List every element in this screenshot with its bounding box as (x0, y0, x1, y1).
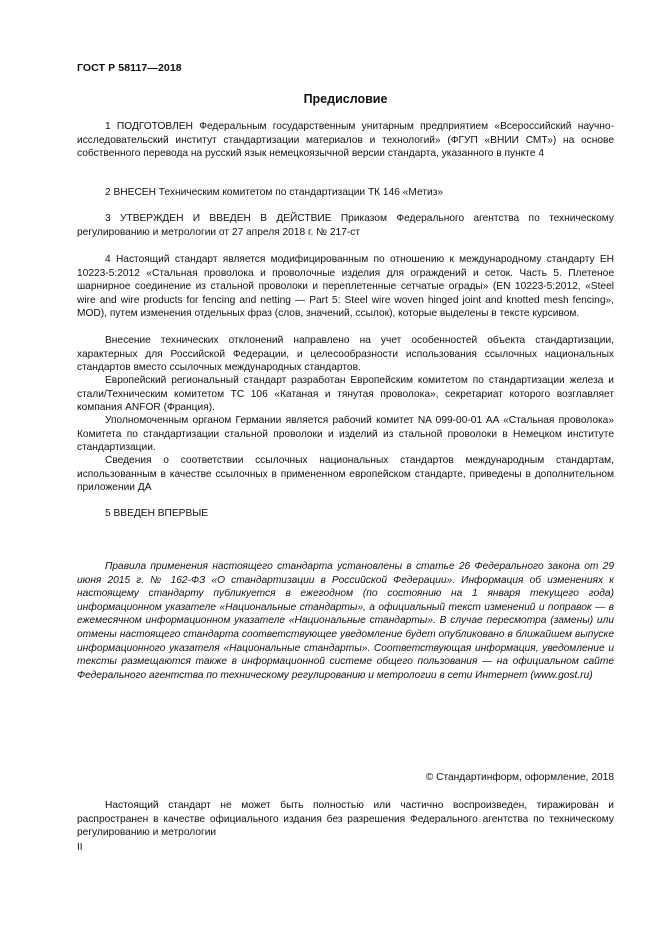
paragraph-modified: 4 Настоящий стандарт является модифицированным по отношению к международному стандарту ЕН 10223-5:2012 «Стальная проволока и проволочные изделия для ограждений и сеток. Часть 5. Плетеное шарнирное соединение из стальной проволоки и переплетенные сетчатые ограды» (EN 10223-5:2012, «Steel wire and wire products for fencing and netting — Part 5: Steel wire woven hinged joint and knotted mesh fencing», MOD), путем изменения отдельных фраз (слов, значений, ссылок), которые выделены в тексте курсивом. (77, 254, 614, 320)
reproduction-paragraph: Настоящий стандарт не может быть полностью или частично воспроизведен, тиражирован и распространен в качестве официального издания без разрешения Федерального агентства по техническому регулированию и метрологии (77, 800, 614, 839)
paragraph-submitted: 2 ВНЕСЕН Техническим комитетом по стандартизации ТК 146 «Метиз» (105, 187, 444, 198)
notice-paragraph: Правила применения настоящего стандарта установлены в статье 26 Федерального закона от 29 июня 2015 г. № 162-ФЗ «О стандартизации в Российской Федерации». Информация об изменениях к настоящему стандарту публикуется в ежегодном (по состоянию на 1 января текущего года) информационном указателе «Национальные стандарты», а официальный текст изменений и поправок — в ежемесячном информационном указателе «Национальные стандарты». В случае пересмотра (замены) или отмены настоящего стандарта соответствующее уведомление будет опубликовано в ближайшем выпуске информационного указателя «Национальные стандарты». Соответствующая информация, уведомление и тексты размещаются также в информационной системе общего пользования — на официальном сайте Федерального агентства по техническому регулированию и метрологии в сети Интернет (www.gost.ru) (77, 561, 614, 681)
copyright-line: © Стандартинформ, оформление, 2018 (425, 772, 614, 783)
paragraph-prepared: 1 ПОДГОТОВЛЕН Федеральным государственным унитарным предприятием «Всероссийский научно-исследовательский институт стандартизации материалов и технологий» (ФГУП «ВНИИ СМТ») на основе собственного перевода на русский язык немецкоязычной версии стандарта, указанного в пункте 4 (77, 121, 614, 160)
page-title: Предисловие (303, 92, 388, 106)
document-header: ГОСТ Р 58117—2018 (77, 62, 182, 74)
paragraph-introduced: 5 ВВЕДЕН ВПЕРВЫЕ (105, 508, 209, 519)
paragraph-approved: 3 УТВЕРЖДЕН И ВВЕДЕН В ДЕЙСТВИЕ Приказом Федерального агентства по техническому регулированию и метрологии от 27 апреля 2018 г. № 217-ст (77, 213, 614, 238)
paragraph-references: Сведения о соответствии ссылочных национальных стандартов международным стандартам, использованным в качестве ссылочных в примененном европейском стандарте, приведены в дополнительном приложении ДА (77, 455, 614, 494)
paragraph-european: Европейский региональный стандарт разработан Европейским комитетом по стандартизации железа и стали/Техническим комитетом ТС 106 «Катаная и тянутая проволока», секретариат которого возглавляет компания ANFOR (Франция). (77, 375, 614, 414)
paragraph-germany: Уполномоченным органом Германии является рабочий комитет NA 099-00-01 AA «Стальная проволока» Комитета по стандартизации стальной проволоки и изделий из стальной проволоки в Немецком институте стандартизации. (77, 415, 614, 454)
paragraph-deviations: Внесение технических отклонений направлено на учет особенностей объекта стандартизации, характерных для Российской Федерации, и целесообразности использования ссылочных национальных стандартов вместо ссылочных международных стандартов. (77, 335, 614, 374)
page-number: II (77, 842, 83, 853)
